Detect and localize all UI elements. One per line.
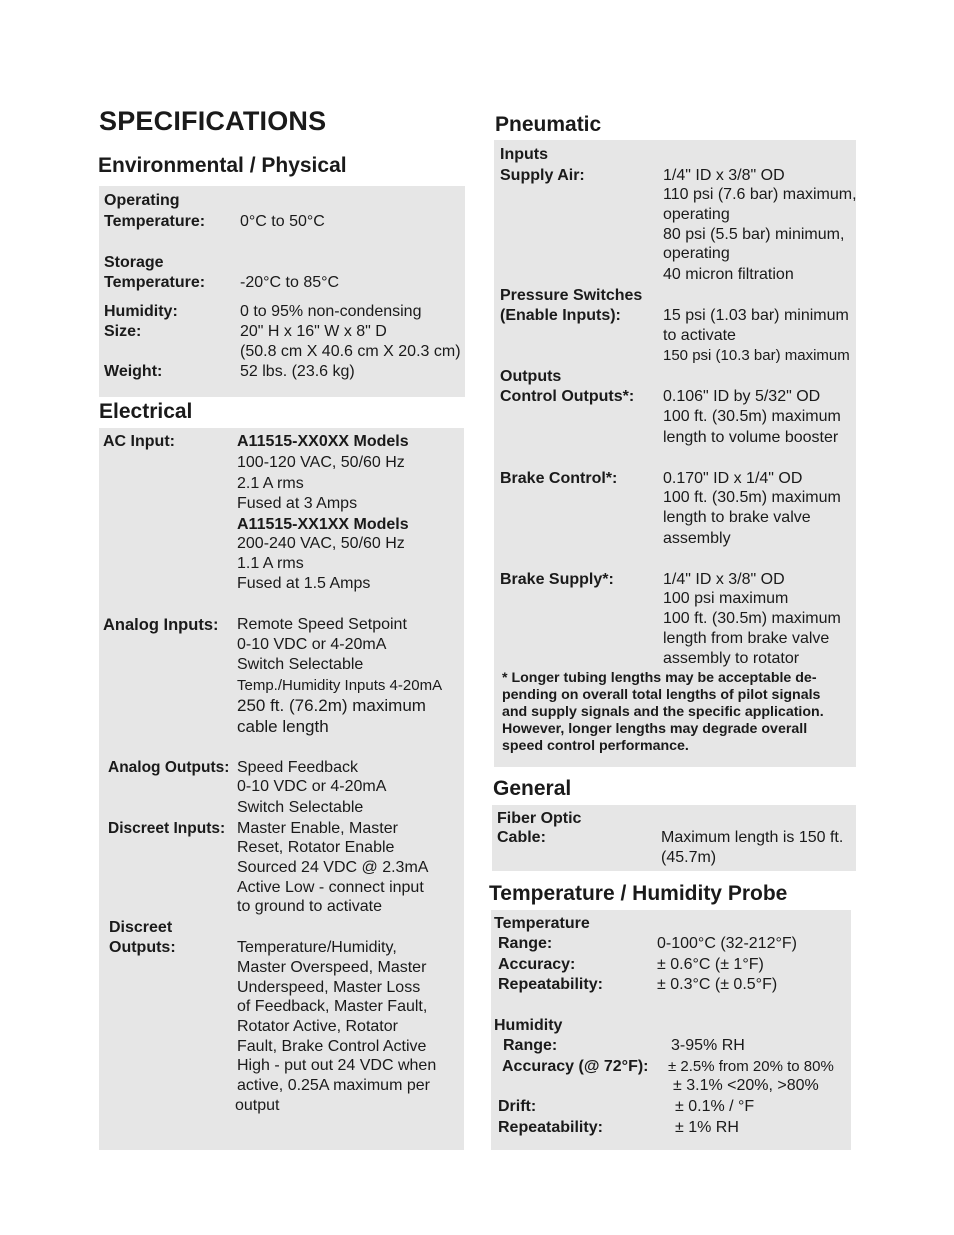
brake-supply-line: 100 psi maximum — [663, 590, 789, 607]
hum-range-value: 3-95% RH — [671, 1037, 745, 1054]
discreet-out-line: Fault, Brake Control Active — [237, 1038, 427, 1055]
humidity-value: 0 to 95% non-condensing — [240, 303, 422, 320]
brake-supply-line: assembly to rotator — [663, 650, 800, 667]
brake-control-line: length to brake valve — [663, 509, 811, 526]
storage-temp-label-2: Temperature: — [104, 274, 206, 291]
ac-line: 2.1 A rms — [237, 475, 304, 492]
ac-line: 200-240 VAC, 50/60 Hz — [237, 535, 405, 552]
discreet-out-line: active, 0.25A maximum per — [237, 1077, 430, 1094]
control-outputs-label: Control Outputs*: — [500, 388, 635, 405]
brake-supply-line: 1/4" ID x 3/8" OD — [663, 571, 785, 588]
discreet-in-line: Master Enable, Master — [237, 820, 398, 837]
ac-line: Fused at 1.5 Amps — [237, 575, 371, 592]
temp-accuracy-label: Accuracy: — [498, 956, 576, 973]
hum-repeatability-label: Repeatability: — [498, 1119, 603, 1136]
hum-repeatability-value: ± 1% RH — [675, 1119, 739, 1136]
analog-in-line: Temp./Humidity Inputs 4-20mA — [237, 677, 443, 694]
tubing-note-line: and supply signals and the specific application. — [502, 704, 824, 720]
ac-line: 1.1 A rms — [237, 555, 304, 572]
analog-out-line: 0-10 VDC or 4-20mA — [237, 778, 387, 795]
hum-accuracy-value-2: ± 3.1% <20%, >80% — [673, 1077, 819, 1094]
brake-control-line: 0.170" ID x 1/4" OD — [663, 470, 803, 487]
analog-inputs-label: Analog Inputs: — [103, 616, 219, 634]
supply-air-line: operating — [663, 206, 730, 223]
fiber-optic-label-1: Fiber Optic — [497, 810, 582, 827]
brake-control-line: assembly — [663, 530, 731, 547]
humidity-section-label: Humidity — [494, 1017, 563, 1034]
op-temp-label-2: Temperature: — [104, 213, 206, 230]
temp-repeatability-label: Repeatability: — [498, 976, 603, 993]
ac-input-label: AC Input: — [103, 433, 175, 450]
op-temp-value: 0°C to 50°C — [240, 213, 325, 230]
tubing-note-line: However, longer lengths may degrade overall — [502, 721, 808, 737]
brake-control-line: 100 ft. (30.5m) maximum — [663, 489, 841, 506]
tubing-note-line: pending on overall total lengths of pilot signals — [502, 687, 821, 703]
brake-supply-label: Brake Supply*: — [500, 571, 614, 588]
discreet-out-line: Rotator Active, Rotator — [237, 1018, 398, 1035]
analog-out-line: Switch Selectable — [237, 799, 364, 816]
analog-in-line: Remote Speed Setpoint — [237, 616, 407, 633]
ac-line: A11515-XX1XX Models — [237, 516, 409, 533]
environmental-heading: Environmental / Physical — [98, 154, 347, 177]
pressure-line: 150 psi (10.3 bar) maximum — [663, 347, 850, 364]
discreet-inputs-label: Discreet Inputs: — [108, 820, 226, 837]
control-line: length to volume booster — [663, 429, 839, 446]
brake-supply-line: length from brake valve — [663, 630, 830, 647]
discreet-in-line: Active Low - connect input — [237, 879, 424, 896]
discreet-out-line: Master Overspeed, Master — [237, 959, 427, 976]
tubing-note-line: speed control performance. — [502, 738, 689, 754]
storage-temp-value: -20°C to 85°C — [240, 274, 340, 291]
pressure-line: to activate — [663, 327, 736, 344]
size-value-1: 20" H x 16" W x 8" D — [240, 323, 387, 340]
discreet-outputs-label-1: Discreet — [109, 919, 173, 936]
humidity-label: Humidity: — [104, 303, 178, 320]
temp-repeatability-value: ± 0.3°C (± 0.5°F) — [657, 976, 778, 993]
op-temp-label-1: Operating — [104, 192, 180, 209]
supply-air-line: 40 micron filtration — [663, 266, 794, 283]
fiber-value-1: Maximum length is 150 ft. — [661, 829, 844, 846]
supply-air-label: Supply Air: — [500, 167, 585, 184]
size-value-2: (50.8 cm X 40.6 cm X 20.3 cm) — [240, 343, 461, 360]
drift-label: Drift: — [498, 1098, 537, 1115]
probe-heading: Temperature / Humidity Probe — [489, 882, 788, 905]
analog-in-line: 250 ft. (76.2m) maximum — [237, 696, 426, 715]
ac-line: Fused at 3 Amps — [237, 495, 358, 512]
discreet-out-line: High - put out 24 VDC when — [237, 1057, 437, 1074]
weight-value: 52 lbs. (23.6 kg) — [240, 363, 355, 380]
analog-in-line: cable length — [237, 717, 329, 736]
analog-in-line: Switch Selectable — [237, 656, 364, 673]
discreet-outputs-label-2: Outputs: — [109, 939, 176, 956]
pressure-switches-label-1: Pressure Switches — [500, 287, 643, 304]
pressure-switches-label-2: (Enable Inputs): — [500, 307, 621, 324]
inputs-label: Inputs — [500, 146, 548, 163]
temp-range-value: 0-100°C (32-212°F) — [657, 935, 797, 952]
tubing-note-line: * Longer tubing lengths may be acceptable de- — [502, 670, 817, 686]
discreet-in-line: to ground to activate — [237, 898, 382, 915]
analog-in-line: 0-10 VDC or 4-20mA — [237, 636, 387, 653]
supply-air-line: 110 psi (7.6 bar) maximum, — [663, 186, 857, 203]
outputs-label: Outputs — [500, 368, 562, 385]
discreet-in-line: Sourced 24 VDC @ 2.3mA — [237, 859, 429, 876]
discreet-out-line: Underspeed, Master Loss — [237, 979, 421, 996]
weight-label: Weight: — [104, 363, 163, 380]
brake-supply-line: 100 ft. (30.5m) maximum — [663, 610, 841, 627]
control-line: 100 ft. (30.5m) maximum — [663, 408, 841, 425]
supply-air-line: 80 psi (5.5 bar) minimum, — [663, 226, 845, 243]
pneumatic-heading: Pneumatic — [495, 113, 602, 136]
discreet-out-line: of Feedback, Master Fault, — [237, 998, 428, 1015]
page-title: SPECIFICATIONS — [99, 106, 327, 136]
fiber-optic-label-2: Cable: — [497, 829, 546, 846]
analog-outputs-label: Analog Outputs: — [108, 759, 230, 776]
hum-accuracy-value-1: ± 2.5% from 20% to 80% — [668, 1058, 834, 1075]
temp-range-label: Range: — [498, 935, 553, 952]
hum-accuracy-label: Accuracy (@ 72°F): — [502, 1058, 649, 1075]
brake-control-label: Brake Control*: — [500, 470, 618, 487]
drift-value: ± 0.1% / °F — [675, 1098, 755, 1115]
temperature-label: Temperature — [494, 915, 590, 932]
fiber-value-2: (45.7m) — [661, 849, 717, 866]
storage-temp-label-1: Storage — [104, 254, 164, 271]
hum-range-label: Range: — [503, 1037, 558, 1054]
temp-accuracy-value: ± 0.6°C (± 1°F) — [657, 956, 764, 973]
supply-air-line: 1/4" ID x 3/8" OD — [663, 167, 785, 184]
control-line: 0.106" ID by 5/32" OD — [663, 388, 821, 405]
discreet-out-line: Temperature/Humidity, — [237, 939, 397, 956]
ac-line: 100-120 VAC, 50/60 Hz — [237, 454, 405, 471]
general-heading: General — [493, 777, 572, 800]
ac-line: A11515-XX0XX Models — [237, 433, 409, 450]
discreet-out-line: output — [235, 1097, 280, 1114]
electrical-heading: Electrical — [99, 400, 193, 423]
discreet-in-line: Reset, Rotator Enable — [237, 839, 395, 856]
pressure-line: 15 psi (1.03 bar) minimum — [663, 307, 849, 324]
analog-out-line: Speed Feedback — [237, 759, 358, 776]
size-label: Size: — [104, 323, 142, 340]
supply-air-line: operating — [663, 245, 730, 262]
